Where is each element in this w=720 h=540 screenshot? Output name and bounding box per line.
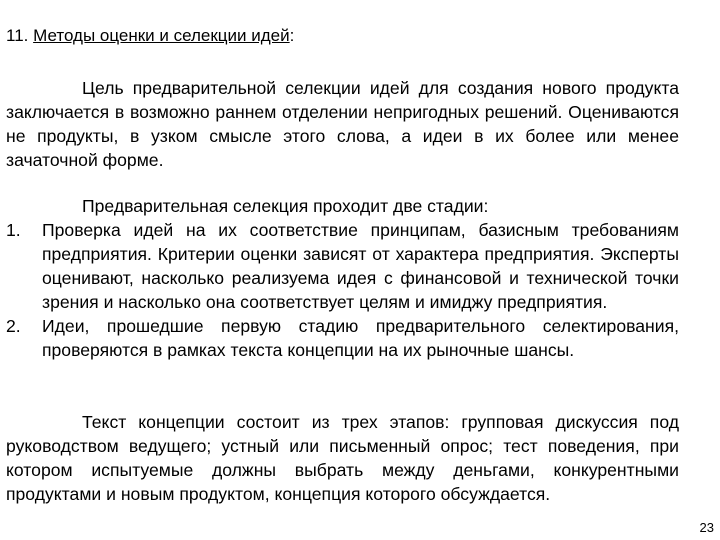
- list-item-number: 2.: [6, 316, 21, 336]
- stages-list: [6, 218, 679, 362]
- list-item: [6, 218, 679, 314]
- list-item-text: Проверка идей на их соответствие принципам, базисным требованиям предприятия. Критерии оценки зависят от характера предприятия. Эксперты оценивают, насколько реализуема идея с финансовой и технической точки зрения и насколько она соответствует целям и имиджу предприятия.: [42, 220, 679, 312]
- goal-paragraph: Цель предварительной селекции идей для создания нового продукта заключается в возможно раннем отделении непригодных решений. Оцениваются не продукты, в узком смысле этого слова, а идеи в их более или менее зачаточной форме.: [6, 78, 679, 170]
- section-title: Методы оценки и селекции идей: [33, 26, 290, 45]
- section-title-suffix: :: [289, 26, 295, 45]
- page-number: 23: [699, 520, 714, 535]
- list-item-text: Идеи, прошедшие первую стадию предварительного селектирования, проверяются в рамках текста концепции на их рыночные шансы.: [42, 316, 679, 360]
- list-item-number: 1.: [6, 220, 21, 240]
- section-number: 11.: [6, 26, 29, 45]
- concept-paragraph: Текст концепции состоит из трех этапов: групповая дискуссия под руководством ведущего; устный или письменный опрос; тест поведения, при котором испытуемые должны выбрать между деньгами, конкурентными продуктами и новым продуктом, концепция которого обсуждается.: [6, 412, 679, 504]
- section-heading: [6, 26, 294, 46]
- stages-intro-paragraph: Предварительная селекция проходит две стадии:: [82, 196, 489, 216]
- list-item: [6, 314, 679, 362]
